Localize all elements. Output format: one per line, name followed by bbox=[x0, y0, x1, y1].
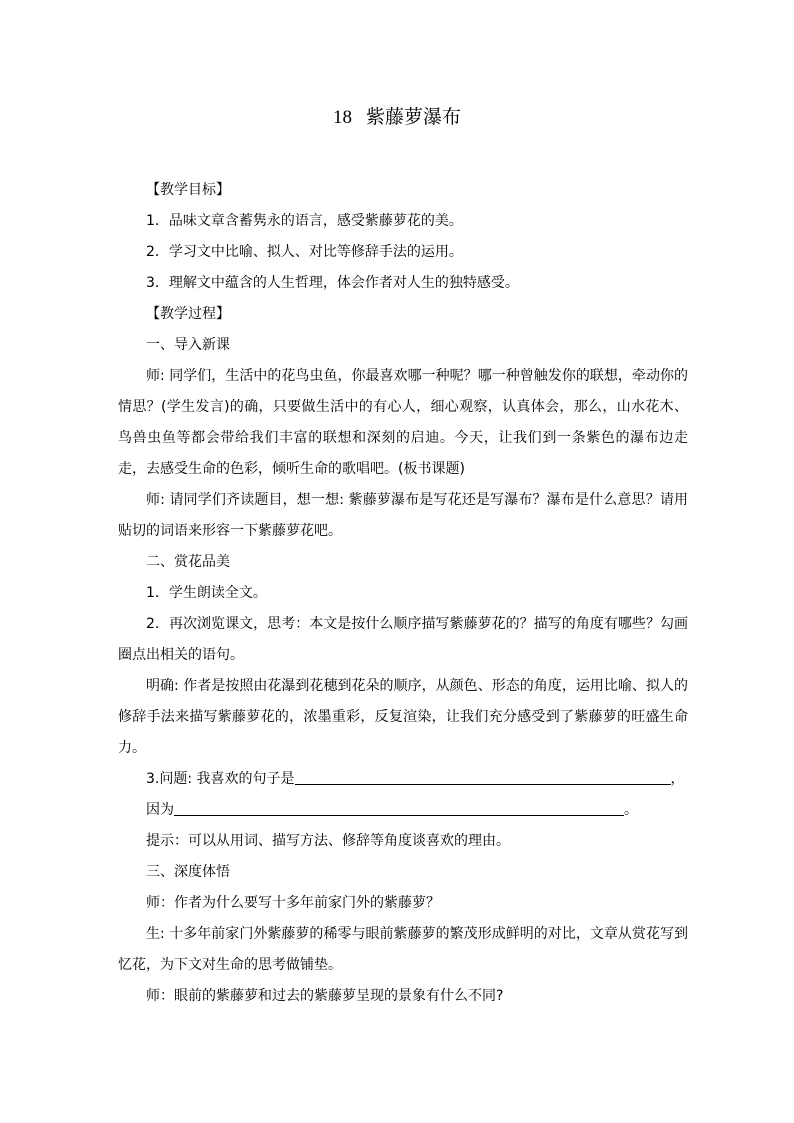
document-body bbox=[118, 175, 688, 1012]
goal-item: 3．理解文中蕴含的人生哲理，体会作者对人生的独特感受。 bbox=[146, 275, 519, 291]
lesson-number: 18 bbox=[332, 107, 352, 128]
section-heading: 三、深度体悟 bbox=[146, 864, 230, 880]
question-prefix: 3.问题: 我喜欢的句子是 bbox=[146, 771, 295, 787]
goal-item: 2．学习文中比喻、拟人、对比等修辞手法的运用。 bbox=[146, 244, 463, 260]
list-item: 2．再次浏览课文，思考：本文是按什么顺序描写紫藤萝花的？描写的角度有哪些？勾画圈点出相关的语句。 bbox=[118, 616, 688, 663]
teaching-process-header: 【教学过程】 bbox=[146, 306, 230, 322]
question-suffix: ， bbox=[670, 771, 685, 787]
section-heading: 二、赏花品美 bbox=[146, 554, 230, 570]
hint-line: 提示：可以从用词、描写方法、修辞等角度谈喜欢的理由。 bbox=[146, 833, 510, 849]
paragraph: 师: 同学们，生活中的花鸟虫鱼，你最喜欢哪一种呢？哪一种曾触发你的联想，牵动你的情思？(学生发言)的确，只要做生活中的有心人，细心观察，认真体会，那么，山水花木、鸟兽虫鱼等都会带给我们丰富的联想和深刻的启迪。今天，让我们到一条紫色的瀑布边走走，去感受生命的色彩，倾听生命的歌唱吧。(板书课题) bbox=[118, 368, 688, 477]
fill-blank bbox=[174, 797, 624, 816]
lesson-title: 紫藤萝瀑布 bbox=[365, 106, 461, 128]
fill-blank bbox=[295, 766, 671, 785]
teacher-question: 师：作者为什么要写十多年前家门外的紫藤萝？ bbox=[146, 895, 440, 911]
teaching-goals-header: 【教学目标】 bbox=[146, 182, 230, 198]
list-item: 1．学生朗读全文。 bbox=[146, 585, 267, 601]
teacher-question: 师：眼前的紫藤萝和过去的紫藤萝呈现的景象有什么不同? bbox=[146, 988, 504, 1004]
page-title bbox=[0, 104, 794, 131]
answer-paragraph: 明确: 作者是按照由花瀑到花穗到花朵的顺序，从颜色、形态的角度，运用比喻、拟人的修辞手法来描写紫藤萝花的，浓墨重彩，反复渲染，让我们充分感受到了紫藤萝的旺盛生命力。 bbox=[118, 678, 688, 756]
goal-item: 1．品味文章含蓄隽永的语言，感受紫藤萝花的美。 bbox=[146, 213, 463, 229]
student-answer: 生: 十多年前家门外紫藤萝的稀零与眼前紫藤萝的繁茂形成鲜明的对比，文章从赏花写到忆花，为下文对生命的思考做铺垫。 bbox=[118, 926, 688, 973]
because-line bbox=[118, 795, 688, 826]
question-line bbox=[118, 764, 688, 795]
because-prefix: 因为 bbox=[146, 802, 174, 818]
section-heading: 一、导入新课 bbox=[146, 337, 230, 353]
because-suffix: 。 bbox=[624, 802, 638, 818]
paragraph: 师: 请同学们齐读题目，想一想: 紫藤萝瀑布是写花还是写瀑布？瀑布是什么意思？请用贴切的词语来形容一下紫藤萝花吧。 bbox=[118, 492, 688, 539]
